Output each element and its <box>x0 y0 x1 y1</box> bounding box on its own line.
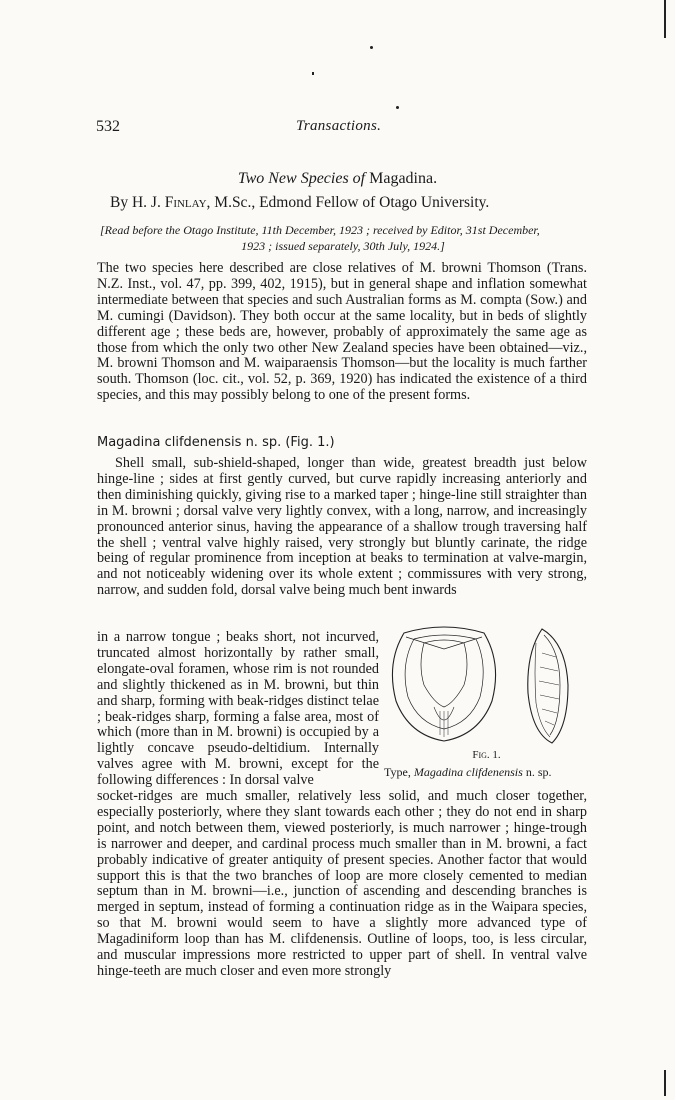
shell-side-view <box>528 629 568 743</box>
author-name: Finlay <box>164 194 207 211</box>
figure-caption <box>384 765 604 780</box>
scan-mark-right-bottom <box>664 1070 666 1096</box>
figure-caption-species: Magadina clifdenensis <box>413 765 523 779</box>
running-header <box>96 118 586 138</box>
scan-speck <box>312 72 314 75</box>
figure-1 <box>384 623 589 783</box>
figure-caption-suffix: n. sp. <box>525 765 552 779</box>
scan-speck <box>370 46 373 49</box>
description-wrapped-text: in a narrow tongue ; beaks short, not incurved, truncated almost horizontally by rather small, elongate-oval foramen, whose rim is not rounded and slightly thickened as in M. browni, but thin and sharp, forming with beak-ridges distinct telae ; beak-ridges sharp, forming a false area, most of which (more than in M. browni) is occupied by a lightly concave pseudo-deltidium. Internally valves agree with M. browni, except for the following differences : In dorsal valve <box>97 629 379 789</box>
publication-note <box>100 222 586 254</box>
byline <box>110 194 610 212</box>
figure-caption-prefix: Type, <box>384 765 411 779</box>
byline-suffix: , M.Sc., Edmond Fellow of Otago University. <box>206 194 490 211</box>
shell-dorsal-view <box>392 627 495 741</box>
shell-illustration <box>384 623 589 748</box>
description-continued-paragraph: socket-ridges are much smaller, relatively less solid, and much closer together, especially posteriorly, where they slant towards each other ; they do not end in sharp point, and notch between them, viewed posteriorly, is much narrower ; hinge-trough is narrower and deeper, and cardinal process much smaller than in M. browni, a fact probably indicative of greater antiquity of present species. Another factor that would support this is that the two branches of loop are more closely cemented to median septum than in M. browni—i.e., junction of ascending and descending branches is merged in septum, instead of forming a continuation ridge as in the Waipara species, so that M. browni would seem to have a slightly more advanced type of Magadiniform loop than has M. clifdenensis. Outline of loops, too, is less circular, and muscular impressions more restricted to upper part of shell. In ventral valve hinge-teeth are much closer and even more strongly <box>97 788 587 979</box>
scan-mark-right-top <box>664 0 666 38</box>
article-title-italic: Two New Species of <box>237 170 366 187</box>
journal-title: Transactions. <box>296 118 382 134</box>
page-number: 532 <box>96 118 120 135</box>
publication-note-line2: 1923 ; issued separately, 30th July, 1924.] <box>241 239 445 253</box>
byline-prefix: By H. J. <box>110 194 161 211</box>
description-paragraph: Shell small, sub-shield-shaped, longer than wide, greatest breadth just below hinge-line ; sides at first gently curved, but curve rapidly increasing anteriorly and then diminishing quickly, giving rise to a marked taper ; hinge-line still straighter than in M. browni ; dorsal valve very lightly convex, with a long, narrow, and increasingly pronounced anterior sinus, having the appearance of a shallow trough traversing half the shell ; ventral valve highly raised, very strongly but bluntly carinate, the ridge being of regular prominence from inception at beaks to termination at valve-margin, and not noticeably widening over its whole extent ; commissures with very strong, narrow, and sudden fold, dorsal valve being much bent inwards <box>97 455 587 599</box>
article-title <box>0 170 675 188</box>
figure-label: Fig. 1. <box>472 749 501 761</box>
species-heading: Magadina clifdenensis n. sp. (Fig. 1.) <box>97 435 335 450</box>
article-title-genus: Magadina. <box>369 170 438 187</box>
scan-speck <box>396 106 399 109</box>
intro-paragraph: The two species here described are close relatives of M. browni Thomson (Trans. N.Z. Inst., vol. 47, pp. 399, 402, 1915), but in general shape and inflation somewhat intermediate between that species and such Australian forms as M. compta (Sow.) and M. cumingi (Davidson). They both occur at the same locality, but in beds of slightly different age ; these beds are, however, probably of approximately the same age as those from which the only two other New Zealand species have been obtained—viz., M. browni Thomson and M. waiparaensis Thomson—but the locality is much farther south. Thomson (loc. cit., vol. 52, p. 369, 1920) has indicated the existence of a third species, and this may possibly belong to one of the present forms. <box>97 260 587 404</box>
publication-note-line1: [Read before the Otago Institute, 11th December, 1923 ; received by Editor, 31st December, <box>100 223 540 237</box>
